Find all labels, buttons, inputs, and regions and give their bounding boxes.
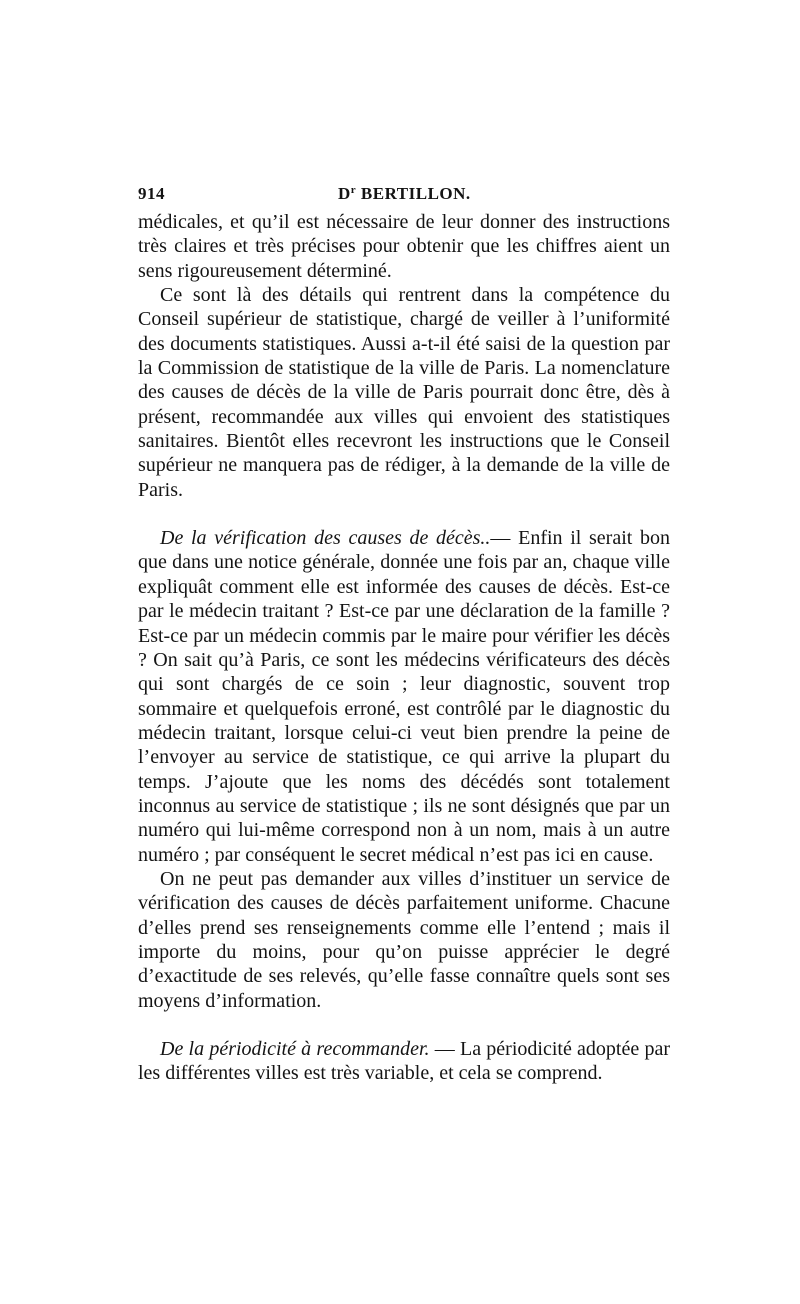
section-verification	[138, 526, 670, 867]
section-body-periodicite: — La périodicité adoptée par les différentes villes est très variable, et cela se comprend.	[138, 1038, 670, 1085]
author-prefix: D	[338, 184, 351, 203]
author-name: BERTILLON.	[356, 184, 471, 203]
author-sup: r	[350, 184, 357, 196]
running-title	[338, 184, 471, 204]
section-periodicite	[138, 1037, 670, 1086]
paragraph-service: On ne peut pas demander aux villes d’instituer un service de vérification des causes de décès parfaitement uniforme. Chacune d’elles prend ses renseignements comme elle l’entend ; mais il importe du moins, pour qu’on puisse apprécier le degré d’exactitude de ses relevés, qu’elle fasse connaître quels sont ses moyens d’information.	[138, 867, 670, 1012]
running-head	[138, 180, 670, 210]
section-title-periodicite: De la périodicité à recommander.	[160, 1038, 430, 1060]
page-number: 914	[138, 184, 165, 203]
section-title-verification: De la vérification des causes de décès..	[160, 527, 491, 550]
paragraph-continued: médicales, et qu’il est nécessaire de leur donner des instructions très claires et très précises pour obtenir que les chiffres aient un sens rigoureusement déterminé.	[138, 211, 670, 282]
book-page	[138, 180, 670, 1086]
paragraph-conseil: Ce sont là des détails qui rentrent dans la compétence du Conseil supérieur de statistique, chargé de veiller à l’uniformité des documents statistiques. Aussi a-t-il été saisi de la question par la Commission de statistique de la ville de Paris. La nomenclature des causes de décès de la ville de Paris pourrait donc être, dès à présent, recommandée aux villes qui envoient des statistiques sanitaires. Bientôt elles recevront les instructions que le Conseil supérieur ne manquera pas de rédiger, à la demande de la ville de Paris.	[138, 284, 670, 501]
section-body-verification: — Enfin il serait bon que dans une notice générale, donnée une fois par an, chaque ville expliquât comment elle est informée des causes de décès. Est-ce par le médecin traitant ? Est-ce par une déclaration de la famille ? Est-ce par un médecin commis par le maire pour vérifier les décès ? On sait qu’à Paris, ce sont les médecins vérificateurs des décès qui sont chargés de ce soin ; leur diagnostic, souvent trop sommaire et quelquefois erroné, est contrôlé par le diagnostic du médecin traitant, lorsque celui-ci veut bien prendre la peine de l’envoyer au service de statistique, ce qui arrive la plupart du temps. J’ajoute que les noms des décédés sont totalement inconnus au service de statistique ; ils ne sont désignés que par un numéro qui lui-même correspond non à un nom, mais à un autre numéro ; par conséquent le secret médical n’est pas ici en cause.	[138, 527, 670, 866]
